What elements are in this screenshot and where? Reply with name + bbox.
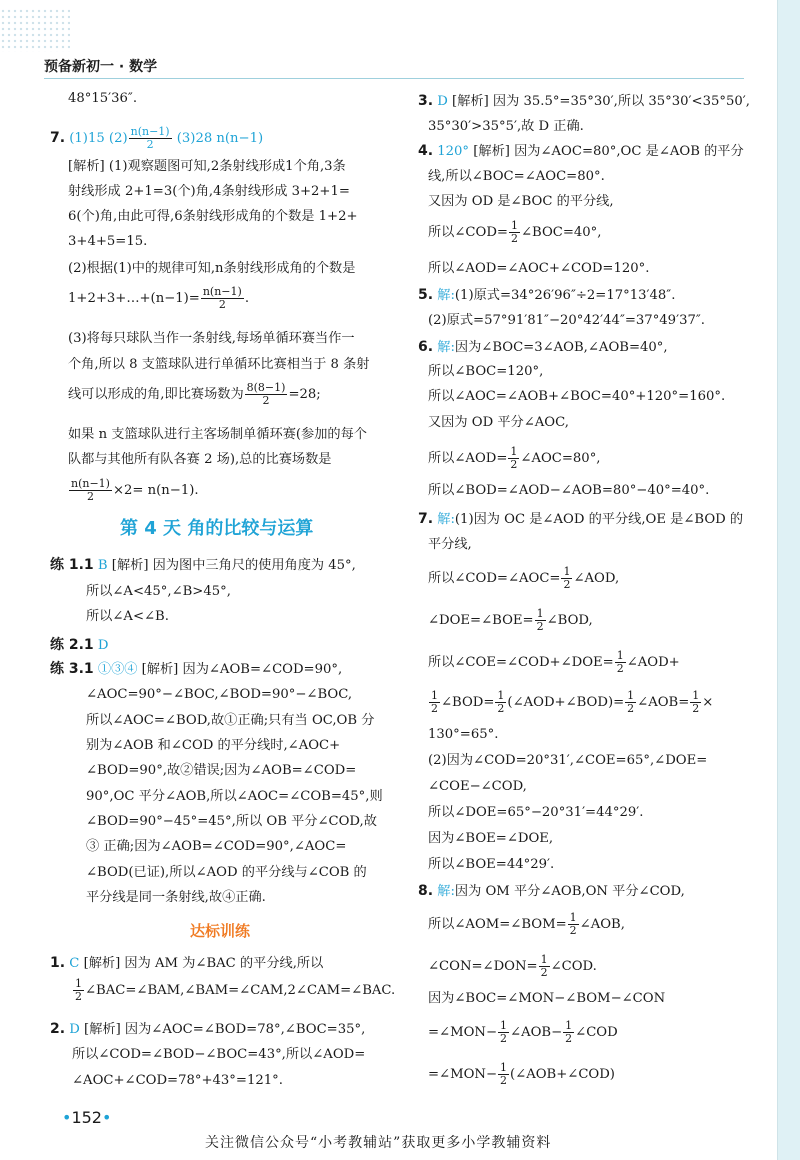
text-line: 所以∠A<45°,∠B>45°, <box>86 584 231 599</box>
practice-1-1: 练 1.1 B [解析] 因为图中三角尺的使用角度为 45°, <box>50 557 356 573</box>
text-line: 48°15′36″. <box>68 91 138 106</box>
fraction: $\frac{1}{2}$ <box>75 977 82 1003</box>
text-line: 所以∠A<∠B. <box>86 609 169 624</box>
q7-answer: 7. (1)15 (2) $\frac{n(n-1)}{2}$ (3)28 n(n−1) <box>50 125 264 151</box>
text-line: 所以∠DOE=65°−20°31′=44°29′. <box>428 805 644 820</box>
text-line: 如果 n 支篮球队进行主客场制单循环赛(参加的每个 <box>68 427 367 442</box>
header-rule <box>44 78 744 79</box>
page-edge-line <box>777 0 778 1160</box>
text-line: ∠BOD=90°,故②错误;因为∠AOB=∠COD= <box>86 763 357 778</box>
q3: 3. D [解析] 因为 35.5°=35°30′,所以 35°30′<35°50′, <box>418 93 750 109</box>
q6: 6. 解:因为∠BOC=3∠AOB,∠AOB=40°, <box>418 339 668 355</box>
text-line: ∠COE−∠COD, <box>428 779 527 794</box>
fraction: $\frac{1}{2}$ <box>569 911 577 937</box>
fraction: $\frac{1}{2}$ <box>692 689 700 715</box>
text-line: ∠AOC+∠COD=78°+43°=121°. <box>72 1073 283 1088</box>
text-line: 因为∠BOC=∠MON−∠BOM−∠CON <box>428 991 666 1006</box>
text-line: 平分线是同一条射线,故④正确. <box>86 890 266 905</box>
text-line: 所以∠COD=∠BOD−∠BOC=43°,所以∠AOD= <box>72 1047 366 1062</box>
text-line: $\frac{1}{2}$ ∠BAC=∠BAM,∠BAM=∠CAM,2∠CAM=∠BAC. <box>75 977 396 1003</box>
text-line: 3+4+5=15. <box>68 234 148 249</box>
drill-1: 1. C [解析] 因为 AM 为∠BAC 的平分线,所以 <box>50 955 324 971</box>
text-line: ∠AOC=90°−∠BOC,∠BOD=90°−∠BOC, <box>86 687 353 702</box>
page-header: 预备新初一 · 数学 <box>44 59 158 75</box>
text-line: 线可以形成的角,即比赛场数为 $\frac{8(8-1)}{2}$ =28; <box>68 381 321 407</box>
text-line: 90°,OC 平分∠AOB,所以∠AOC=∠COB=45°,则 <box>86 789 383 804</box>
text-line: 所以∠AOC=∠AOB+∠BOC=40°+120°=160°. <box>428 389 726 404</box>
practice-3-1: 练 3.1 ①③④ [解析] 因为∠AOB=∠COD=90°, <box>50 661 343 677</box>
text-line: [解析] (1)观察题图可知,2条射线形成1个角,3条 <box>68 159 346 174</box>
decorative-dots <box>0 8 70 52</box>
text-line: (2)原式=57°91′81″−20°42′44″=37°49′37″. <box>428 313 705 328</box>
text-line: ∠BOD(已证),所以∠AOD 的平分线与∠COB 的 <box>86 865 367 880</box>
text-line: 130°=65°. <box>428 727 499 742</box>
sub-title: 达标训练 <box>190 922 251 940</box>
text-line: 所以∠COD= $\frac{1}{2}$ ∠BOC=40°, <box>428 219 602 245</box>
text-line: 又因为 OD 平分∠AOC, <box>428 415 569 430</box>
text-line: (2)因为∠COD=20°31′,∠COE=65°,∠DOE= <box>428 753 708 768</box>
text-line: 所以∠COE=∠COD+∠DOE= $\frac{1}{2}$ ∠AOD+ <box>428 649 680 675</box>
text-line: (2)根据(1)中的规律可知,n条射线形成角的个数是 <box>68 261 356 276</box>
text-line: 所以∠AOC=∠BOD,故①正确;只有当 OC,OB 分 <box>86 713 375 728</box>
page-edge <box>778 0 800 1160</box>
text-line: 所以∠COD=∠AOC= $\frac{1}{2}$ ∠AOD, <box>428 565 620 591</box>
text-line: 因为∠BOE=∠DOE, <box>428 831 554 846</box>
text-line: 又因为 OD 是∠BOC 的平分线, <box>428 194 614 209</box>
fraction: $\frac{1}{2}$ <box>563 565 571 591</box>
text-line: (3)将每只球队当作一条射线,每场单循环赛当作一 <box>68 331 355 346</box>
section-title: 第 4 天 角的比较与运算 <box>120 518 314 539</box>
fraction: $\frac{n(n-1)}{2}$ <box>71 477 110 503</box>
fraction: $\frac{8(8-1)}{2}$ <box>246 381 286 407</box>
text-line: 35°30′>35°5′,故 D 正确. <box>428 119 584 134</box>
fraction: $\frac{1}{2}$ <box>500 1061 508 1087</box>
text-line: $\frac{n(n-1)}{2}$ ×2= n(n−1). <box>71 477 199 503</box>
fraction: $\frac{1}{2}$ <box>536 607 544 633</box>
text-line: =∠MON− $\frac{1}{2}$ (∠AOB+∠COD) <box>428 1061 615 1087</box>
text-line: 别为∠AOB 和∠COD 的平分线时,∠AOC+ <box>86 738 341 753</box>
text-line: 所以∠BOC=120°, <box>428 364 544 379</box>
fraction: $\frac{1}{2}$ <box>497 689 505 715</box>
text-line: 所以∠AOM=∠BOM= $\frac{1}{2}$ ∠AOB, <box>428 911 625 937</box>
text-line: 队都与其他所有队各赛 2 场),总的比赛场数是 <box>68 452 332 467</box>
text-line: 6(个)角,由此可得,6条射线形成角的个数是 1+2+ <box>68 209 358 224</box>
drill-2: 2. D [解析] 因为∠AOC=∠BOD=78°,∠BOC=35°, <box>50 1021 366 1037</box>
text-line: 所以∠BOE=44°29′. <box>428 857 555 872</box>
fraction: $\frac{1}{2}$ <box>500 1019 508 1045</box>
fraction: $\frac{n(n-1)}{2}$ <box>202 285 242 311</box>
text-line: $\frac{1}{2}$ ∠BOD= $\frac{1}{2}$ (∠AOD+∠BOD)= $\frac{1}{2}$ ∠AOB= $\frac{1}{2}$ × <box>431 689 714 715</box>
fraction: $\frac{1}{2}$ <box>510 445 518 471</box>
footer-note: 关注微信公众号“小考教辅站”获取更多小学教辅资料 <box>205 1135 552 1151</box>
text-line: 所以∠BOD=∠AOD−∠AOB=80°−40°=40°. <box>428 483 710 498</box>
text-line: ∠BOD=90°−45°=45°,所以 OB 平分∠COD,故 <box>86 814 377 829</box>
text-line: 平分线, <box>428 537 472 552</box>
fraction: $\frac{1}{2}$ <box>565 1019 573 1045</box>
text-line: ∠CON=∠DON= $\frac{1}{2}$ ∠COD. <box>428 953 597 979</box>
page-number: •152• <box>62 1108 112 1127</box>
practice-2-1: 练 2.1 D <box>50 637 109 653</box>
text-line: 所以∠AOD=∠AOC+∠COD=120°. <box>428 261 650 276</box>
text-line: ∠DOE=∠BOE= $\frac{1}{2}$ ∠BOD, <box>428 607 593 633</box>
text-line: 所以∠AOD= $\frac{1}{2}$ ∠AOC=80°, <box>428 445 601 471</box>
text-line: 射线形成 2+1=3(个)角,4条射线形成 3+2+1= <box>68 184 350 199</box>
q7-right: 7. 解:(1)因为 OC 是∠AOD 的平分线,OE 是∠BOD 的 <box>418 511 744 527</box>
fraction: $\frac{1}{2}$ <box>540 953 548 979</box>
fraction: $\frac{1}{2}$ <box>510 219 518 245</box>
fraction: $\frac{1}{2}$ <box>431 689 438 715</box>
text-line: ③ 正确;因为∠AOB=∠COD=90°,∠AOC= <box>86 839 347 854</box>
q5: 5. 解:(1)原式=34°26′96″÷2=17°13′48″. <box>418 287 676 303</box>
fraction: $\frac{n(n-1)}{2}$ <box>130 125 170 151</box>
text-line: 1+2+3+…+(n−1)= $\frac{n(n-1)}{2}$ . <box>68 285 250 311</box>
text-line: 线,所以∠BOC=∠AOC=80°. <box>428 169 605 184</box>
q8: 8. 解:因为 OM 平分∠AOB,ON 平分∠COD, <box>418 883 685 899</box>
text-line: 个角,所以 8 支篮球队进行单循环比赛相当于 8 条射 <box>68 357 370 372</box>
fraction: $\frac{1}{2}$ <box>627 689 635 715</box>
text-line: =∠MON− $\frac{1}{2}$ ∠AOB− $\frac{1}{2}$ ∠COD <box>428 1019 618 1045</box>
fraction: $\frac{1}{2}$ <box>616 649 624 675</box>
q4: 4. 120° [解析] 因为∠AOC=80°,OC 是∠AOB 的平分 <box>418 143 744 159</box>
